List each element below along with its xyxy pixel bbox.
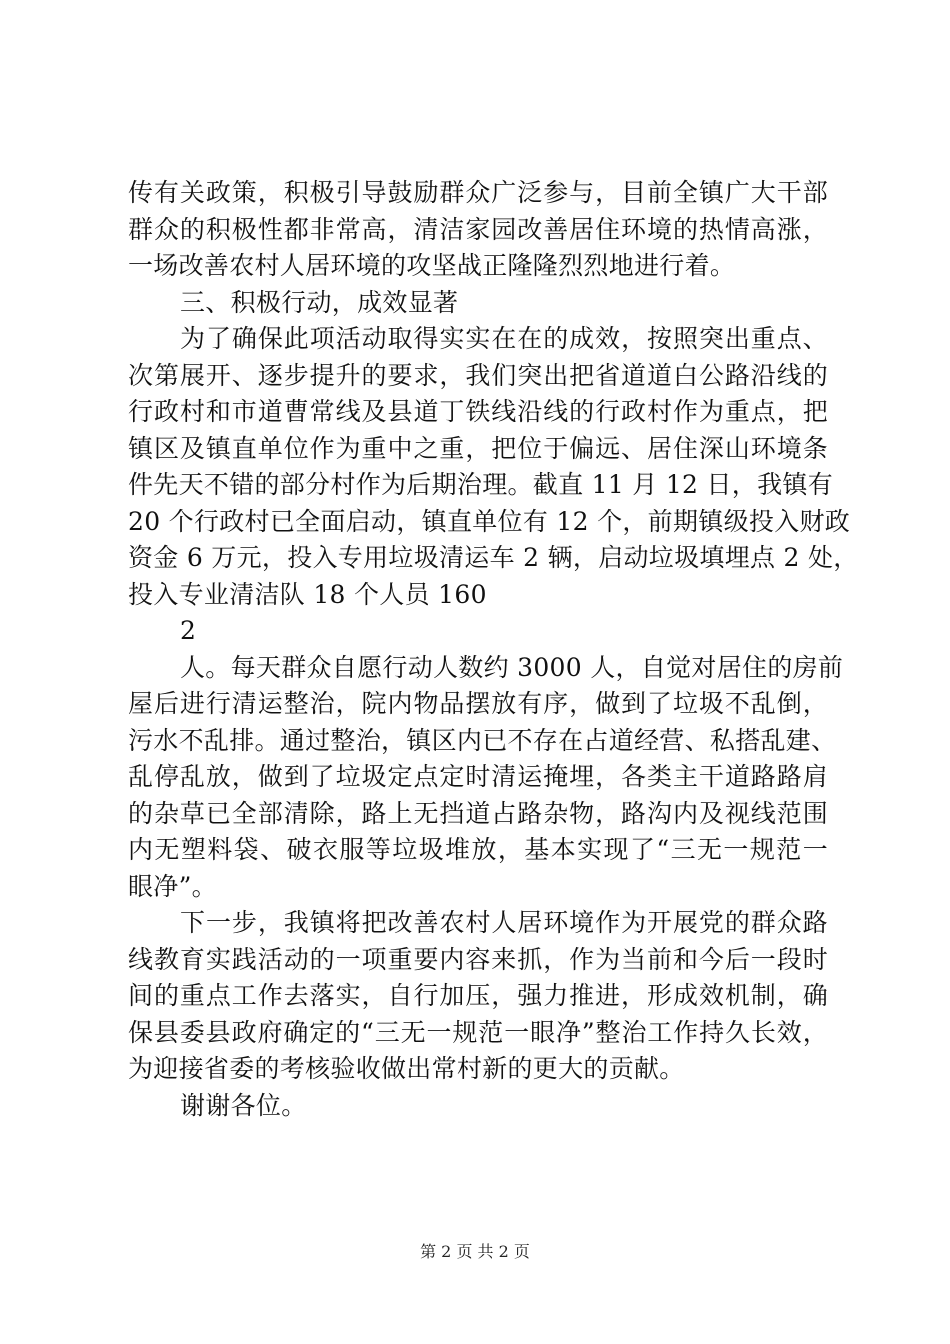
text-line: 屋后进行清运整治，院内物品摆放有序，做到了垃圾不乱倒， — [128, 689, 828, 718]
text-line: 眼净”。 — [128, 871, 217, 901]
text-line: 一场改善农村人居环境的攻坚战正隆隆烈烈地进行着。 — [128, 251, 736, 280]
text-line: 乱停乱放，做到了垃圾定点定时清运掩埋，各类主干道路路肩 — [128, 762, 828, 791]
text-line: 次第展开、逐步提升的要求，我们突出把省道道白公路沿线的 — [128, 360, 828, 390]
text-line: 间的重点工作去落实，自行加压，强力推进，形成效机制，确 — [128, 981, 828, 1010]
text-line: 保县委县政府确定的“三无一规范一眼净”整治工作持久长效， — [128, 1017, 828, 1047]
text-line: 镇区及镇直单位作为重中之重，把位于偏远、居住深山环境条 — [128, 433, 828, 463]
text-line: 投入专业清洁队 18 个人员 160 — [128, 579, 487, 609]
text-line: 人。每天群众自愿行动人数约 3000 人，自觉对居住的房前 — [180, 652, 844, 682]
closing-line: 谢谢各位。 — [180, 1090, 307, 1120]
text-line: 下一步，我镇将把改善农村人居环境作为开展党的群众路 — [180, 908, 828, 937]
inline-page-number: 2 — [180, 616, 197, 645]
text-line: 行政村和市道曹常线及县道丁铁线沿线的行政村作为重点，把 — [128, 397, 828, 426]
section-heading: 三、积极行动，成效显著 — [180, 287, 459, 317]
text-line: 群众的积极性都非常高，清洁家园改善居住环境的热情高涨， — [128, 214, 828, 244]
text-line: 资金 6 万元，投入专用垃圾清运车 2 辆，启动垃圾填埋点 2 处， — [128, 543, 859, 572]
text-line: 线教育实践活动的一项重要内容来抓，作为当前和今后一段时 — [128, 944, 828, 974]
text-line: 传有关政策，积极引导鼓励群众广泛参与，目前全镇广大干部 — [128, 178, 828, 207]
text-line: 件先天不错的部分村作为后期治理。截直 11 月 12 日，我镇有 — [128, 470, 834, 499]
text-line: 20 个行政村已全面启动，镇直单位有 12 个，前期镇级投入财政 — [128, 506, 851, 536]
text-line: 为迎接省委的考核验收做出常村新的更大的贡献。 — [128, 1054, 685, 1083]
text-line: 污水不乱排。通过整治，镇区内已不存在占道经营、私搭乱建、 — [128, 725, 837, 755]
page-footer: 第 2 页 共 2 页 — [420, 1242, 530, 1261]
text-line: 内无塑料袋、破衣服等垃圾堆放，基本实现了“三无一规范一 — [128, 835, 828, 864]
text-line: 的杂草已全部清除，路上无挡道占路杂物，路沟内及视线范围 — [128, 798, 828, 828]
text-line: 为了确保此项活动取得实实在在的成效，按照突出重点、 — [180, 324, 828, 353]
document-body — [128, 175, 859, 1124]
